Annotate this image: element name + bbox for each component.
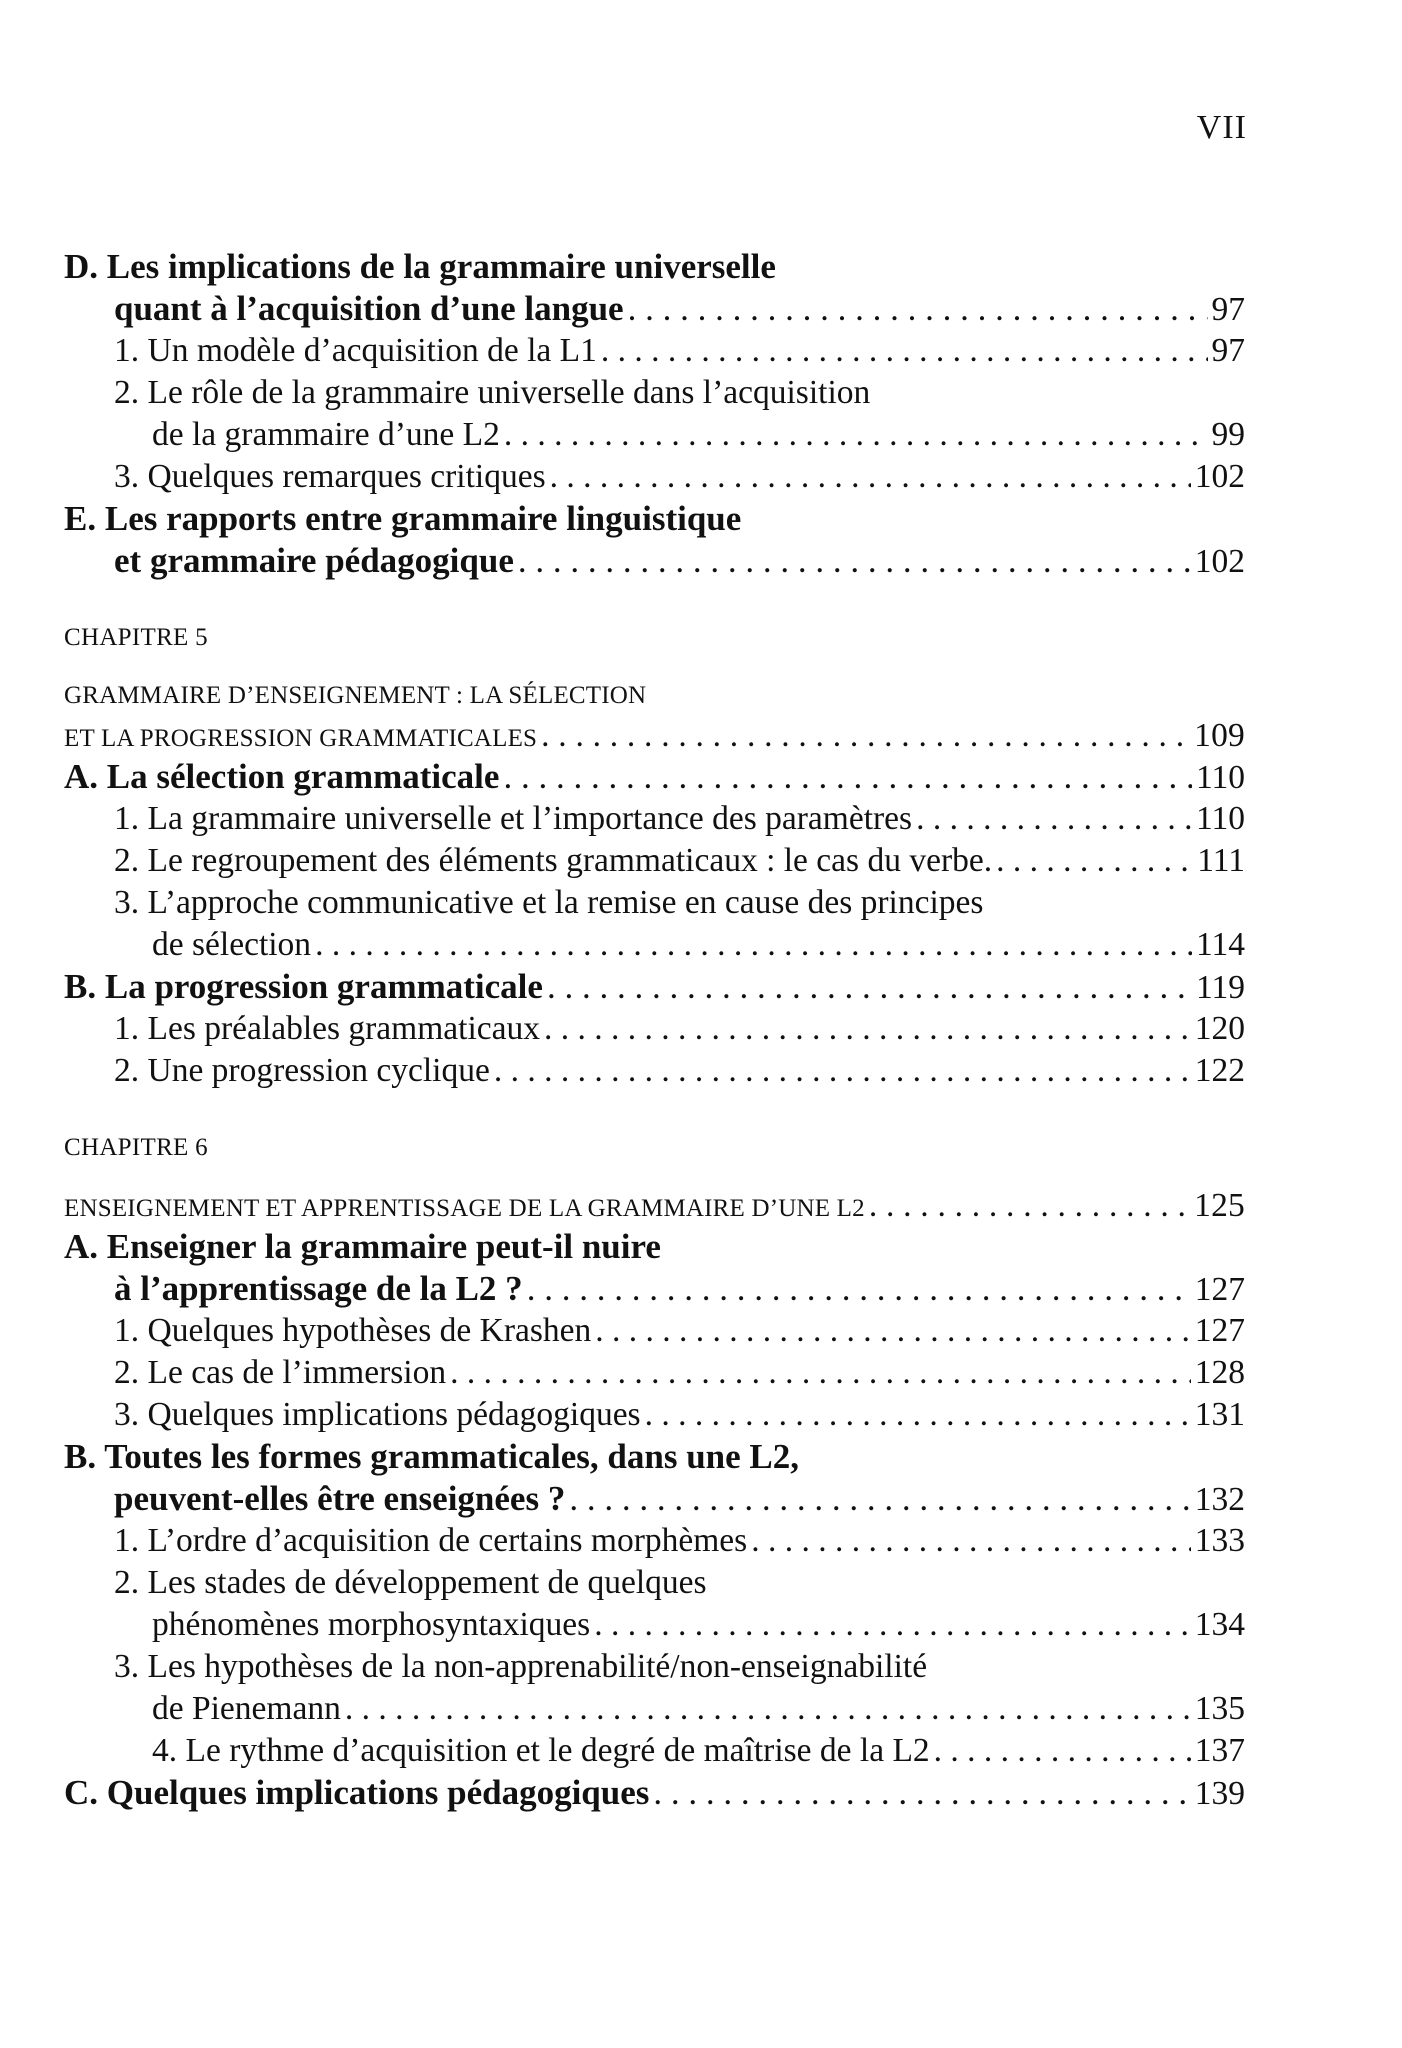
toc-item xyxy=(64,798,1245,840)
leader-dots xyxy=(544,1008,1191,1050)
toc-item-text: de Pienemann xyxy=(152,1690,341,1727)
chapter-title xyxy=(64,1186,1245,1226)
toc-item-text: 2. Une progression cyclique xyxy=(114,1052,490,1089)
toc-page-number: 137 xyxy=(1194,1732,1245,1769)
toc-page-number: 128 xyxy=(1194,1354,1245,1391)
toc-item-continuation xyxy=(64,1688,1245,1730)
toc-item-text: 2. Le cas de l’immersion xyxy=(114,1354,447,1391)
toc-item-text: phénomènes morphosyntaxiques xyxy=(152,1606,591,1643)
chapter-label: CHAPITRE 5 xyxy=(64,624,208,651)
leader-dots xyxy=(518,540,1191,582)
toc-page-number: 109 xyxy=(1194,717,1245,754)
toc-item xyxy=(64,1646,1245,1688)
toc-item xyxy=(64,840,1245,882)
toc-page-number: 131 xyxy=(1194,1396,1245,1433)
toc-heading xyxy=(64,756,1245,798)
toc-item xyxy=(64,372,1245,414)
chapter-title-line1 xyxy=(64,676,1245,716)
toc-page-number: 132 xyxy=(1194,1481,1245,1518)
toc-page-number: 99 xyxy=(1211,416,1245,453)
toc-page-number: 119 xyxy=(1195,969,1245,1006)
toc-item-text: de sélection xyxy=(152,926,312,963)
toc-heading xyxy=(64,966,1245,1008)
toc-item-text: 3. Quelques remarques critiques xyxy=(114,458,546,495)
toc-heading xyxy=(64,1436,1245,1478)
chapter-title-line2 xyxy=(64,716,1245,756)
toc-item-text: 1. Un modèle d’acquisition de la L1 xyxy=(114,332,597,369)
toc-heading-e-line2 xyxy=(64,540,1245,582)
toc-item-text: 1. Les préalables grammaticaux xyxy=(114,1010,541,1047)
toc-heading-text: peuvent-elles être enseignées ? xyxy=(114,1479,566,1518)
toc-item xyxy=(64,1520,1245,1562)
toc-heading xyxy=(64,1478,1245,1520)
chapter-title-text: ENSEIGNEMENT ET APPRENTISSAGE DE LA GRAMMAIRE D’UNE L2 xyxy=(64,1195,865,1222)
leader-dots xyxy=(315,924,1192,966)
chapter-title-text: ET LA PROGRESSION GRAMMATICALES xyxy=(64,725,538,752)
toc-page-number: 110 xyxy=(1195,800,1245,837)
toc-item-text: 1. L’ordre d’acquisition de certains morphèmes xyxy=(114,1522,748,1559)
leader-dots xyxy=(504,414,1208,456)
toc-item-text: 4. Le rythme d’acquisition et le degré de maîtrise de la L2 xyxy=(152,1732,930,1769)
toc-page-number: 134 xyxy=(1194,1606,1245,1643)
toc-item-text: 3. Les hypothèses de la non-apprenabilité/non-enseignabilité xyxy=(114,1648,928,1685)
toc-item-text: 1. La grammaire universelle et l’importance des paramètres xyxy=(114,800,913,837)
leader-dots xyxy=(569,1478,1190,1520)
toc-item xyxy=(64,882,1245,924)
toc-item-text: 3. Quelques implications pédagogiques xyxy=(114,1396,641,1433)
toc-item-continuation xyxy=(64,924,1245,966)
leader-dots xyxy=(494,1050,1191,1092)
leader-dots xyxy=(645,1394,1191,1436)
toc-page-number: 127 xyxy=(1194,1271,1245,1308)
toc-heading-text: et grammaire pédagogique xyxy=(114,541,514,580)
toc-item xyxy=(64,1394,1245,1436)
leader-dots xyxy=(751,1520,1191,1562)
toc-page-number: 120 xyxy=(1194,1010,1245,1047)
toc-item-continuation xyxy=(64,414,1245,456)
toc-heading-text: A. Enseigner la grammaire peut-il nuire xyxy=(64,1227,661,1266)
toc-heading-text: A. La sélection grammaticale xyxy=(64,757,500,796)
toc-item xyxy=(64,1352,1245,1394)
leader-dots xyxy=(916,798,1192,840)
leader-dots xyxy=(869,1186,1190,1226)
toc-item-text: 2. Les stades de développement de quelques xyxy=(114,1564,707,1601)
leader-dots xyxy=(345,1688,1191,1730)
toc-item xyxy=(64,456,1245,498)
toc-page-number: 97 xyxy=(1211,291,1245,328)
toc-heading-text: D. Les implications de la grammaire universelle xyxy=(64,247,776,286)
leader-dots xyxy=(934,1730,1191,1772)
chapter-title-text: GRAMMAIRE D’ENSEIGNEMENT : LA SÉLECTION xyxy=(64,682,647,709)
toc-heading-d-line1 xyxy=(64,246,1245,288)
leader-dots xyxy=(527,1268,1191,1310)
toc-heading-e-line1 xyxy=(64,498,1245,540)
toc-heading xyxy=(64,1268,1245,1310)
toc-item xyxy=(64,1730,1245,1772)
toc-item-text: 2. Le regroupement des éléments grammaticaux : le cas du verbe. xyxy=(114,842,993,879)
toc-heading-text: B. Toutes les formes grammaticales, dans une L2, xyxy=(64,1437,799,1476)
toc-page-number: 125 xyxy=(1194,1187,1245,1224)
toc-item-text: de la grammaire d’une L2 xyxy=(152,416,500,453)
table-of-contents xyxy=(64,246,1245,1814)
toc-page-number: 102 xyxy=(1194,543,1245,580)
leader-dots xyxy=(594,1604,1191,1646)
toc-item xyxy=(64,1310,1245,1352)
toc-item xyxy=(64,330,1245,372)
toc-item-continuation xyxy=(64,1604,1245,1646)
leader-dots xyxy=(653,1772,1190,1814)
toc-heading-text: C. Quelques implications pédagogiques xyxy=(64,1773,650,1812)
toc-item xyxy=(64,1008,1245,1050)
toc-page-number: 139 xyxy=(1194,1775,1245,1812)
toc-heading xyxy=(64,1772,1245,1814)
toc-heading-text: quant à l’acquisition d’une langue xyxy=(114,289,624,328)
toc-page-number: 102 xyxy=(1194,458,1245,495)
toc-page-number: 111 xyxy=(1197,842,1245,879)
toc-item xyxy=(64,1562,1245,1604)
toc-heading-d-line2 xyxy=(64,288,1245,330)
leader-dots xyxy=(550,456,1191,498)
toc-heading-text: E. Les rapports entre grammaire linguistique xyxy=(64,499,742,538)
leader-dots xyxy=(601,330,1208,372)
toc-item-text: 1. Quelques hypothèses de Krashen xyxy=(114,1312,592,1349)
toc-item-text: 3. L’approche communicative et la remise en cause des principes xyxy=(114,884,984,921)
chapter-label: CHAPITRE 6 xyxy=(64,1134,208,1161)
leader-dots xyxy=(628,288,1208,330)
leader-dots xyxy=(547,966,1192,1008)
toc-page-number: 127 xyxy=(1194,1312,1245,1349)
leader-dots xyxy=(595,1310,1190,1352)
leader-dots xyxy=(996,840,1193,882)
toc-page-number: 122 xyxy=(1194,1052,1245,1089)
leader-dots xyxy=(450,1352,1191,1394)
toc-heading xyxy=(64,1226,1245,1268)
toc-page-number: 110 xyxy=(1195,759,1245,796)
leader-dots xyxy=(541,716,1190,756)
page-number: VII xyxy=(1196,109,1247,146)
toc-page-number: 114 xyxy=(1195,926,1245,963)
toc-page-number: 133 xyxy=(1194,1522,1245,1559)
toc-item-text: 2. Le rôle de la grammaire universelle dans l’acquisition xyxy=(114,374,871,411)
toc-page-number: 97 xyxy=(1211,332,1245,369)
toc-heading-text: B. La progression grammaticale xyxy=(64,967,543,1006)
toc-item xyxy=(64,1050,1245,1092)
toc-heading-text: à l’apprentissage de la L2 ? xyxy=(114,1269,523,1308)
toc-page-number: 135 xyxy=(1194,1690,1245,1727)
leader-dots xyxy=(503,756,1192,798)
